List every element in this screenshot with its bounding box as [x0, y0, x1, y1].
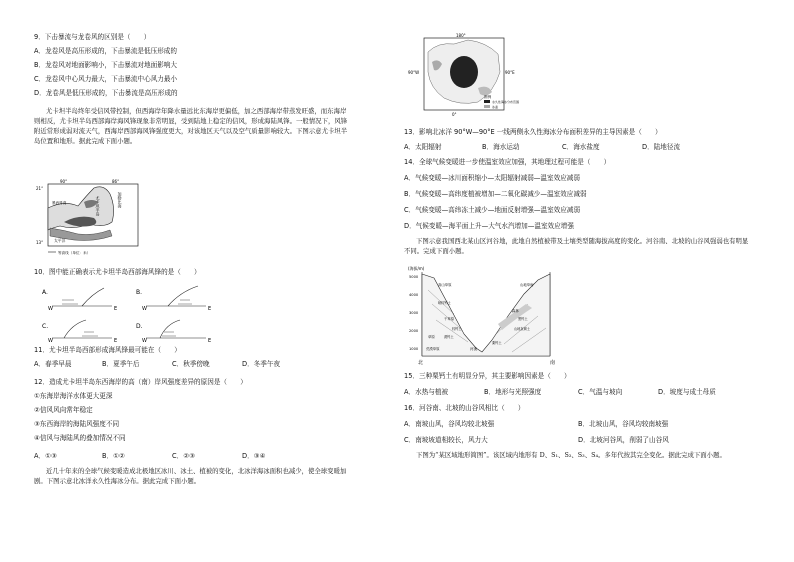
q12-option-a[interactable]: A．①③ [34, 452, 57, 460]
svg-text:E: E [114, 306, 118, 312]
q11-options [34, 360, 280, 368]
q14-option-a[interactable]: A．气候变暖—冰川面积缩小—太阳辐射减弱—温室效应减弱 [404, 174, 580, 182]
passage-yucatan: 尤卡坦半岛终年受信风带控制，但西海岸年降水量远比东海岸更偏低，加之西部海岸带蒸发旺盛，而东海岸则相反，尤卡坦半岛西部海岸海风锋现象非常明显，受到陆地上稳定的信风，形成海陆风锋。一般情况下，风锋附近常形成弱对流天气，西海岸西部海风锋强度更大，对该地区天气以及空气质量影响较大。下图示意尤卡坦半岛位置和地形。据此完成下面小题。 [34, 107, 348, 145]
map2-lon-0: 0° [452, 112, 457, 117]
passage-arctic: 近几十年来的全球气候变暖造成北极地区冰川、冰土、植被的变化，北冰洋海冰面积也减少，使全球变暖加剧。下图示意北冰洋永久性海冰分布。据此完成下面小题。 [34, 467, 347, 485]
profile-ytick-3000: 3000 [409, 311, 419, 315]
q15-options [404, 388, 716, 396]
q12-options [34, 452, 266, 460]
q14-option-c[interactable]: C．气候变暖—高纬冻土减少—地面反射增强—温室效应减弱 [404, 206, 581, 214]
arctic-map [408, 32, 528, 118]
svg-text:E: E [114, 338, 118, 342]
map1-lat-13: 13° [36, 240, 44, 245]
profile-label-meadow: 山地草甸 [520, 283, 534, 287]
q13-option-d[interactable]: D．陆地径流 [642, 143, 681, 151]
profile-ytick-2000: 2000 [409, 329, 419, 333]
map1-label-pacific: 太平洋 [54, 238, 66, 243]
profile-north: 北 [418, 360, 424, 366]
question-16-stem: 16．河谷南、北坡的山谷风相比（ ） [404, 404, 525, 412]
map2-legend-ice: 永久性海冰分布范围 [492, 100, 520, 104]
q11-option-c[interactable]: C．秋季傍晚 [172, 360, 210, 368]
map2-lon-180: 180° [456, 33, 466, 38]
q16-options-cd [404, 436, 669, 444]
q14-option-d[interactable]: D．气候变暖—海平面上升—大气水汽增加—温室效应增强 [404, 222, 574, 230]
profile-label-dry-steppe: 干草原 [444, 317, 455, 321]
profile-ylabel: (海拔/m) [408, 266, 425, 271]
map1-label-yucatan: 尤卡坦半岛 [95, 196, 101, 216]
svg-text:W: W [142, 338, 147, 342]
q11-option-a[interactable]: A．春季早晨 [34, 360, 72, 368]
map2-lon-90w: 90°W [408, 70, 420, 75]
profile-ytick-1000: 1000 [409, 347, 419, 351]
q12-item-2: ②信风风向常年稳定 [34, 406, 93, 414]
map2-legend-title: 图例 [484, 95, 492, 99]
map1-label-gulf: 墨西哥湾 [52, 201, 67, 205]
passage-region: 下图为“某区域地形简图”。该区域内地形有 D、S₁、S₂、S₃、S₄。多年代按其完全变化。据此完成下面小题。 [416, 451, 726, 459]
q12-item-4: ④信风与海陆风的叠加情况不同 [34, 434, 126, 442]
profile-label-gray-brown: 山地灰褐土 [514, 327, 530, 331]
q15-option-d[interactable]: D．坡度与成土母质 [658, 388, 716, 396]
q16-option-c[interactable]: C．南坡坡道相较长，风力大 [404, 436, 488, 444]
q10-diagram-c[interactable] [42, 320, 117, 342]
q13-options [404, 143, 680, 151]
q10-diagram-a[interactable] [42, 288, 117, 312]
question-11-stem: 11．尤卡坦半岛西部形成海风锋最可能在（ ） [34, 346, 181, 354]
svg-text:B.: B. [136, 289, 143, 296]
q10-diagram-d[interactable] [136, 320, 211, 342]
question-12-stem: 12．造成尤卡坦半岛东西海岸的高（南）岸风强度差异的原因是（ ） [34, 378, 247, 386]
profile-label-desert-steppe: 荒漠草原 [426, 347, 440, 351]
q12-option-c[interactable]: C．②③ [172, 452, 196, 460]
q12-item-3: ③东西海岸的海陆风强度不同 [34, 420, 120, 428]
profile-label-chernozem: 黑钙土 [518, 317, 528, 321]
svg-text:W: W [48, 306, 53, 312]
svg-text:A.: A. [42, 289, 48, 296]
profile-ytick-4000: 4000 [409, 293, 419, 297]
svg-text:E: E [208, 306, 212, 312]
profile-label-forest: 森林 [512, 309, 519, 313]
svg-text:D.: D. [136, 323, 143, 330]
q10-diagram-b[interactable] [136, 286, 211, 312]
profile-label-dark-brown: 暗棕钙土 [438, 301, 451, 305]
map2-legend-icecap: 冰盖 [492, 105, 499, 109]
question-13-stem: 13．影响北冰洋 90°W—90°E 一线两侧永久性海冰分布面积差异的主导因素是（ ） [404, 128, 662, 136]
q13-option-b[interactable]: B．海水运动 [482, 143, 520, 151]
valley-profile [408, 264, 568, 366]
q9-option-b[interactable]: B．龙卷风对地面影响小，下击暴流对地面影响大 [34, 61, 177, 69]
q16-options-ab [404, 420, 668, 428]
profile-label-river: 河流 [470, 347, 478, 351]
question-10-stem: 10．图中能正确表示尤卡坦半岛西部海风锋的是（ ） [34, 268, 201, 276]
q16-option-b[interactable]: B．北坡山风，谷风均较南坡强 [578, 420, 669, 428]
map1-lon-86: 86° [112, 179, 120, 184]
map2-lon-90e: 90°E [505, 70, 515, 75]
question-15-stem: 15．三种栗钙土有明显分异，其主要影响因素是（ ） [404, 372, 571, 380]
q12-item-1: ①东海岸海洋水体更大更深 [34, 392, 113, 400]
profile-label-brown: 棕钙土 [452, 327, 462, 331]
profile-label-steppe: 草原 [428, 335, 435, 339]
q9-option-a[interactable]: A．龙卷风是高压形成的，下击暴流是低压形成的 [34, 47, 177, 55]
question-9-stem: 9．下击暴流与龙卷风的区别是（ ） [34, 33, 151, 41]
q13-option-a[interactable]: A．太阳辐射 [404, 143, 442, 151]
q13-option-c[interactable]: C．海水盐度 [562, 143, 600, 151]
question-14-stem: 14．全球气候变暖进一步使温室效应加强，其地理过程可能是（ ） [404, 158, 611, 166]
q12-option-b[interactable]: B．①② [102, 452, 125, 460]
q10-diagrams [42, 282, 222, 342]
profile-label-chestnut: 栗钙土 [492, 341, 502, 345]
svg-text:C.: C. [42, 323, 49, 330]
q11-option-b[interactable]: B．夏季午后 [102, 360, 140, 368]
map1-lon-90: 90° [60, 179, 68, 184]
map1-label-caribbean: 加勒比海 [117, 192, 123, 208]
q9-option-d[interactable]: D．龙卷风是低压形成的，下击暴流是高压形成的 [34, 89, 178, 97]
q9-option-c[interactable]: C．龙卷风中心风力最大，下击暴流中心风力最小 [34, 75, 178, 83]
q16-option-d[interactable]: D．北坡河谷风，削弱了山谷风 [578, 436, 669, 444]
svg-text:W: W [142, 306, 147, 312]
profile-label-desert-soil: 漠钙土 [444, 335, 454, 339]
svg-text:E: E [208, 338, 212, 342]
q15-option-a[interactable]: A．水热与植被 [404, 388, 449, 396]
profile-ytick-5000: 5000 [409, 275, 419, 279]
profile-south: 南 [550, 360, 556, 366]
profile-label-alpine: 高山草原 [438, 283, 452, 287]
map1-lat-21: 21° [36, 186, 44, 191]
q15-option-b[interactable]: B．地形与光照强度 [484, 388, 542, 396]
yucatan-map [34, 178, 144, 258]
q12-option-d[interactable]: D．③④ [242, 452, 266, 460]
map1-legend: 等高线（单位：米） [58, 251, 91, 255]
passage-valley: 下图示意我国西北某山区河谷地，此地自然植被带及土壤类型随海拔高度的变化。河谷南、北坡的山谷风强弱也有明显不同。完成下面小题。 [404, 237, 749, 255]
svg-text:W: W [48, 338, 53, 342]
q16-option-a[interactable]: A．南坡山风，谷风均较北坡强 [404, 420, 495, 428]
q14-option-b[interactable]: B．气候变暖—高纬度植被增加—二氧化碳减少—温室效应减弱 [404, 190, 587, 198]
q15-option-c[interactable]: C．气温与坡向 [578, 388, 623, 396]
q11-option-d[interactable]: D．冬季午夜 [242, 360, 281, 368]
